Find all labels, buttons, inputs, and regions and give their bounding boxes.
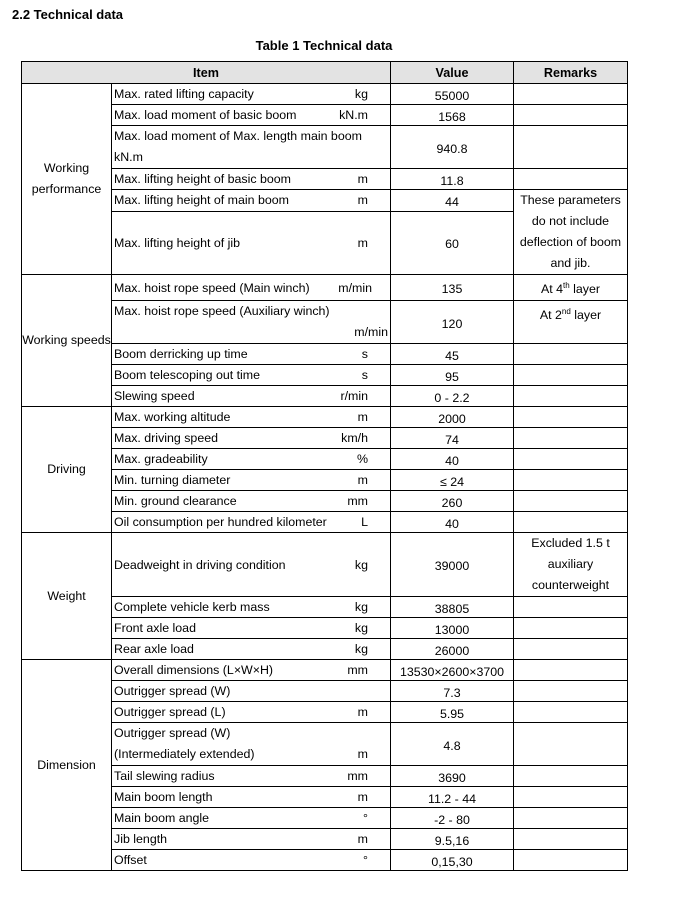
item-label: Front axle load (114, 621, 196, 636)
remarks-aux-winch (514, 301, 628, 344)
table-row (22, 512, 628, 533)
value-cell: 11.2 - 44 (391, 787, 514, 808)
remarks-cell (514, 639, 628, 660)
item-cell (112, 850, 391, 871)
item-label: Max. load moment of Max. length main boom (114, 129, 362, 143)
remarks-cell (514, 126, 628, 169)
item-label: Deadweight in driving condition (114, 557, 286, 572)
item-label: Main boom angle (114, 811, 210, 826)
item-cell (112, 723, 391, 766)
item-label: Jib length (114, 832, 168, 847)
item-label: Rear axle load (114, 642, 194, 657)
remarks-cell (514, 386, 628, 407)
item-label-line2: (Intermediately extended) (114, 747, 255, 762)
item-cell (112, 301, 391, 344)
table-row (22, 639, 628, 660)
remark-text: layer (570, 308, 602, 323)
unit-label: m/min (354, 325, 388, 340)
table-row (22, 470, 628, 491)
item-label: Boom telescoping out time (114, 368, 261, 383)
remarks-cell (514, 365, 628, 386)
remarks-cell (514, 512, 628, 533)
value-cell: 1568 (391, 105, 514, 126)
value-cell: 13000 (391, 618, 514, 639)
item-label: Overall dimensions (L×W×H) (114, 663, 274, 678)
table-row (22, 618, 628, 639)
item-cell (112, 597, 391, 618)
unit-label: L (361, 515, 368, 530)
value-cell: 44 (391, 190, 514, 212)
value-cell: 0 - 2.2 (391, 386, 514, 407)
group-driving: Driving (22, 407, 112, 533)
item-cell (112, 766, 391, 787)
unit-label: m (357, 473, 368, 488)
table-row (22, 428, 628, 449)
remarks-cell (514, 407, 628, 428)
value-cell: 9.5,16 (391, 829, 514, 850)
header-item: Item (22, 62, 391, 84)
value-cell: 11.8 (391, 169, 514, 190)
remarks-deadweight: Excluded 1.5 t auxiliary counterweight (514, 533, 628, 597)
item-cell (112, 449, 391, 470)
value-cell: 120 (391, 301, 514, 344)
group-weight: Weight (22, 533, 112, 660)
item-cell (112, 470, 391, 491)
item-label: Boom derricking up time (114, 347, 248, 362)
unit-label: m (357, 410, 368, 425)
item-cell (112, 275, 391, 301)
unit-label: kg (354, 87, 368, 101)
remarks-cell (514, 723, 628, 766)
value-cell: 40 (391, 512, 514, 533)
remark-sup: th (563, 281, 570, 290)
item-cell (112, 126, 391, 169)
item-cell (112, 829, 391, 850)
item-label: Max. rated lifting capacity (114, 87, 254, 101)
item-label: Max. load moment of basic boom (114, 108, 297, 122)
item-cell (112, 681, 391, 702)
item-cell (112, 702, 391, 723)
value-cell: 5.95 (391, 702, 514, 723)
unit-label: kg (354, 621, 368, 636)
remarks-cell (514, 681, 628, 702)
item-label: Complete vehicle kerb mass (114, 600, 270, 615)
item-cell (112, 787, 391, 808)
unit-label: m (357, 790, 368, 805)
item-cell (112, 169, 391, 190)
unit-label: m (357, 705, 368, 720)
remarks-lifting-height: These parameters do not include deflection of boom and jib. (514, 190, 628, 275)
item-cell (112, 190, 391, 212)
remarks-cell (514, 449, 628, 470)
table-row (22, 190, 628, 212)
table-row (22, 766, 628, 787)
item-label: Main boom length (114, 790, 213, 805)
unit-label: % (356, 452, 368, 467)
remarks-cell (514, 597, 628, 618)
value-cell: 40 (391, 449, 514, 470)
value-cell: 38805 (391, 597, 514, 618)
remark-sup: nd (561, 307, 571, 317)
value-cell: 4.8 (391, 723, 514, 766)
item-label: Outrigger spread (W) (114, 684, 231, 699)
table-row (22, 344, 628, 365)
item-label: Max. hoist rope speed (Main winch) (114, 280, 310, 295)
unit-label: m/min (338, 280, 372, 295)
unit-label: ° (363, 811, 368, 826)
unit-label: kg (354, 600, 368, 615)
table-row (22, 105, 628, 126)
table-row (22, 275, 628, 301)
remarks-cell (514, 787, 628, 808)
item-cell (112, 105, 391, 126)
value-cell: 135 (391, 275, 514, 301)
remark-text: layer (569, 282, 601, 297)
value-cell: 60 (391, 211, 514, 275)
item-cell (112, 660, 391, 681)
unit-label: mm (347, 663, 368, 678)
remarks-cell (514, 808, 628, 829)
remark-text: At 4 (540, 282, 564, 297)
value-cell: 39000 (391, 533, 514, 597)
unit-label: r/min (340, 389, 368, 404)
item-cell (112, 211, 391, 275)
table-caption: Table 1 Technical data (255, 38, 393, 53)
table-row (22, 449, 628, 470)
group-working-performance: Working performance (22, 84, 112, 275)
table-row (22, 850, 628, 871)
remarks-cell (514, 105, 628, 126)
value-cell: 45 (391, 344, 514, 365)
unit-label: m (357, 172, 368, 186)
item-cell (112, 84, 391, 105)
table-row (22, 808, 628, 829)
technical-data-table (21, 61, 628, 871)
value-cell: 2000 (391, 407, 514, 428)
value-cell: 74 (391, 428, 514, 449)
value-cell: 26000 (391, 639, 514, 660)
item-label: Min. turning diameter (114, 473, 231, 488)
value-cell: -2 - 80 (391, 808, 514, 829)
table-row (22, 660, 628, 681)
item-cell (112, 386, 391, 407)
table-row (22, 407, 628, 428)
unit-label: km/h (341, 431, 368, 446)
remarks-cell (514, 84, 628, 105)
unit-label: mm (347, 769, 368, 784)
item-label: Outrigger spread (L) (114, 705, 226, 720)
item-label: Max. hoist rope speed (Auxiliary winch) (114, 304, 330, 319)
item-label: Max. lifting height of basic boom (114, 172, 292, 186)
value-cell: 95 (391, 365, 514, 386)
header-value: Value (391, 62, 514, 84)
unit-label: m (357, 747, 368, 762)
remarks-cell (514, 618, 628, 639)
table-row (22, 681, 628, 702)
unit-label: s (361, 368, 368, 383)
unit-label: mm (347, 494, 368, 509)
item-label: Oil consumption per hundred kilometer (114, 515, 327, 530)
table-row (22, 787, 628, 808)
table-row (22, 84, 628, 105)
item-label: Outrigger spread (W) (114, 726, 231, 741)
remarks-cell (514, 702, 628, 723)
item-cell (112, 512, 391, 533)
value-cell: 7.3 (391, 681, 514, 702)
item-label: Max. gradeability (114, 452, 208, 467)
unit-label: kg (354, 557, 368, 572)
value-cell: 55000 (391, 84, 514, 105)
item-cell (112, 407, 391, 428)
item-cell (112, 618, 391, 639)
remarks-cell (514, 344, 628, 365)
table-header-row (22, 62, 628, 84)
unit-label: s (361, 347, 368, 362)
table-row (22, 386, 628, 407)
item-label: Slewing speed (114, 389, 195, 404)
item-cell (112, 344, 391, 365)
unit-label: ° (363, 853, 368, 868)
value-cell: 0,15,30 (391, 850, 514, 871)
remarks-cell (514, 766, 628, 787)
item-label: Tail slewing radius (114, 769, 215, 784)
item-label-line2: kN.m (114, 150, 143, 164)
item-cell (112, 365, 391, 386)
remarks-cell (514, 829, 628, 850)
unit-label: m (357, 832, 368, 847)
unit-label: kN.m (339, 108, 368, 122)
item-cell (112, 808, 391, 829)
remarks-cell (514, 660, 628, 681)
table-row (22, 723, 628, 766)
value-cell: 940.8 (391, 126, 514, 169)
unit-label: m (357, 235, 368, 250)
table-row (22, 597, 628, 618)
remarks-cell (514, 470, 628, 491)
item-label: Max. lifting height of main boom (114, 193, 289, 208)
item-label: Max. working altitude (114, 410, 231, 425)
value-cell: 3690 (391, 766, 514, 787)
item-cell (112, 533, 391, 597)
item-label: Min. ground clearance (114, 494, 237, 509)
section-title: 2.2 Technical data (12, 7, 124, 22)
table-row (22, 301, 628, 344)
remarks-cell (514, 491, 628, 512)
value-cell: 260 (391, 491, 514, 512)
group-working-speeds: Working speeds (22, 275, 112, 407)
header-remarks: Remarks (514, 62, 628, 84)
unit-label: kg (354, 642, 368, 657)
remarks-cell (514, 169, 628, 190)
item-label: Max. lifting height of jib (114, 235, 241, 250)
group-dimension: Dimension (22, 660, 112, 871)
table-row (22, 829, 628, 850)
table-row (22, 533, 628, 597)
table-row (22, 491, 628, 512)
item-cell (112, 639, 391, 660)
table-row (22, 702, 628, 723)
item-label: Max. driving speed (114, 431, 218, 446)
table-row (22, 365, 628, 386)
table-row (22, 126, 628, 169)
value-cell: 13530×2600×3700 (391, 660, 514, 681)
value-cell: ≤ 24 (391, 470, 514, 491)
remark-text: At 2 (539, 308, 562, 323)
item-label: Offset (114, 853, 147, 868)
item-cell (112, 491, 391, 512)
remarks-cell (514, 428, 628, 449)
remarks-cell (514, 850, 628, 871)
table-row (22, 169, 628, 190)
remarks-main-winch (514, 275, 628, 301)
unit-label: m (357, 193, 368, 208)
item-cell (112, 428, 391, 449)
